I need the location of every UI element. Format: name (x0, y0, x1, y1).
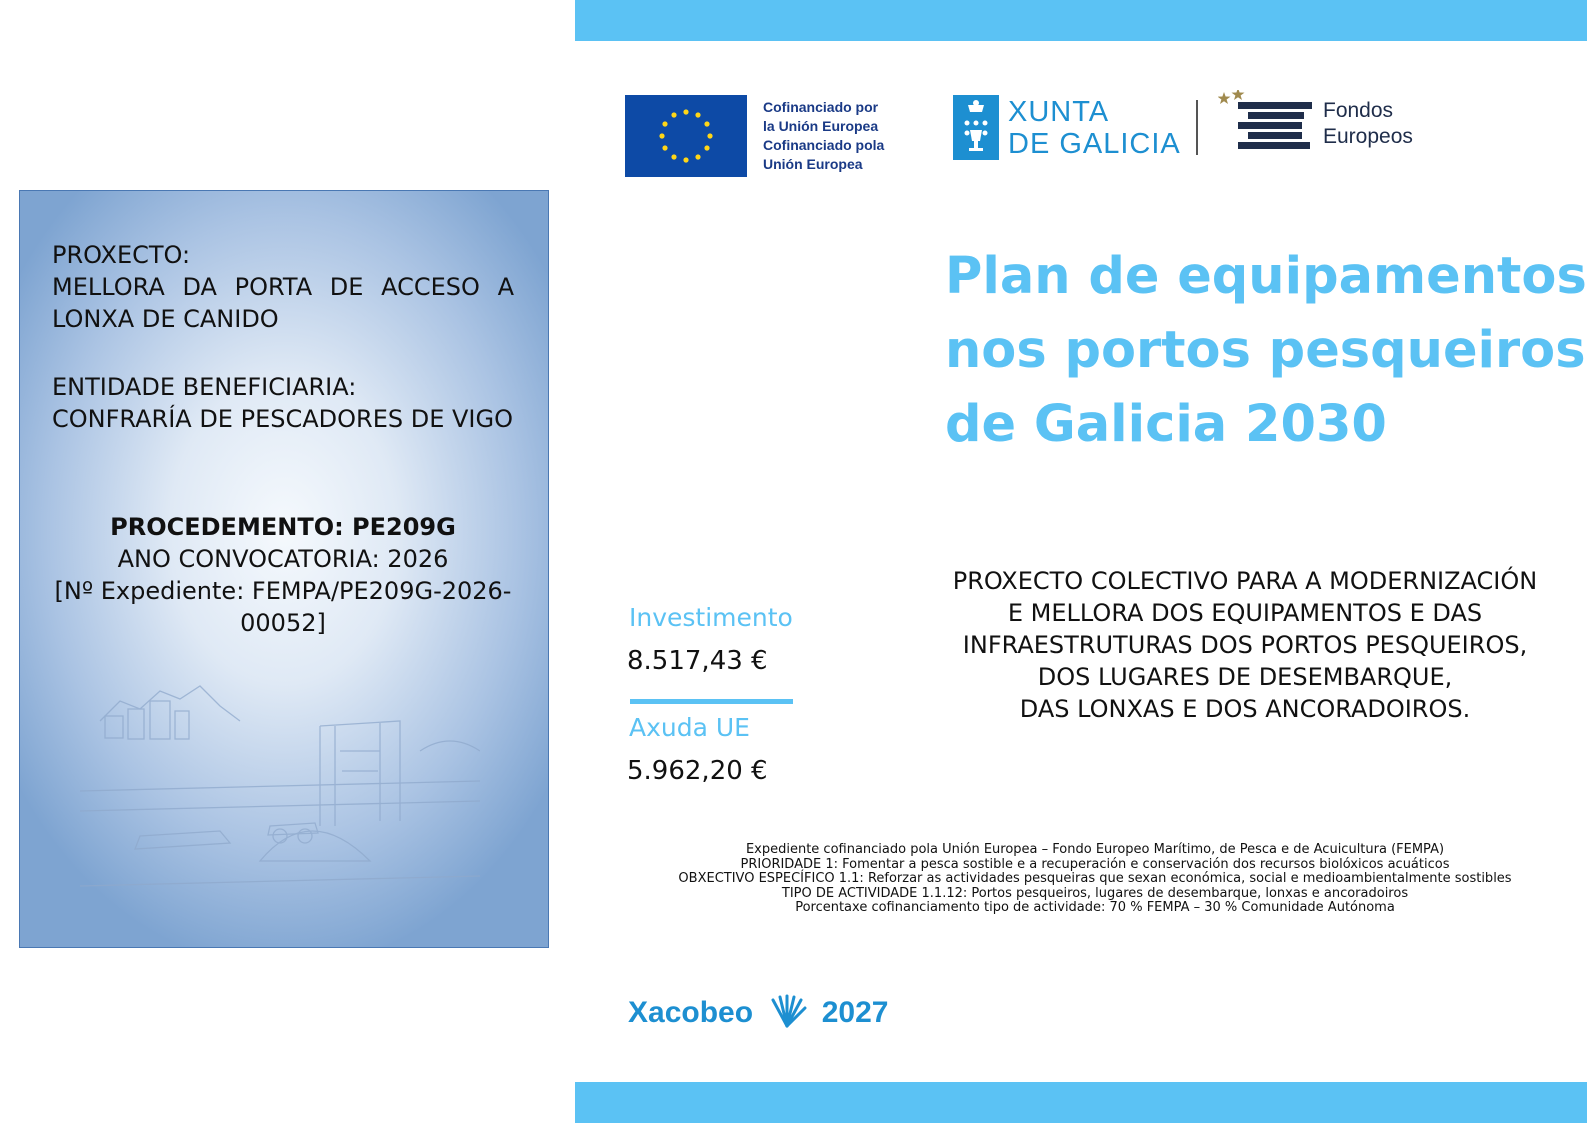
logo-divider (1196, 100, 1198, 155)
entidade-label: ENTIDADE BENEFICIARIA: (52, 373, 357, 401)
xunta-wordmark (1008, 96, 1181, 160)
legal-line-5: Porcentaxe cofinanciamento tipo de actividade: 70 % FEMPA – 30 % Comunidade Autónoma (795, 900, 1395, 915)
axuda-label: Axuda UE (629, 713, 750, 742)
description-line-3: INFRAESTRUTURAS DOS PORTOS PESQUEIROS, (962, 631, 1528, 659)
xunta-line-2: DE GALICIA (1008, 128, 1181, 160)
proxecto-label: PROXECTO: (52, 241, 191, 269)
axuda-value: 5.962,20 € (627, 756, 768, 786)
funding-separator (630, 699, 793, 704)
xacobeo-year: 2027 (821, 996, 889, 1029)
description-line-5: DAS LONXAS E DOS ANCORADOIROS. (1019, 695, 1471, 723)
description-line-1: PROXECTO COLECTIVO PARA A MODERNIZACIÓN (952, 567, 1538, 595)
entidade-value: CONFRARÍA DE PESCADORES DE VIGO (52, 405, 513, 433)
proxecto-name-line-1: MELLORA DA PORTA DE ACCESO A (52, 273, 514, 301)
eu-flag-logo (625, 95, 747, 177)
legal-line-1: Expediente cofinanciado pola Unión Europea – Fondo Europeo Marítimo, de Pesca e de Acuicultura (FEMPA) (745, 842, 1445, 857)
expediente-line-1: [Nº Expediente: FEMPA/PE209G-2026- (54, 577, 512, 605)
project-details (52, 239, 514, 435)
xacobeo-logo (628, 994, 888, 1030)
eu-text-line-1: Cofinanciado por (763, 99, 879, 115)
xunta-shield-icon (953, 95, 999, 160)
eu-text-line-2: la Unión Europea (763, 118, 879, 134)
scallop-shell-icon (767, 994, 807, 1028)
proxecto-name-line-2: LONXA DE CANIDO (52, 305, 279, 333)
legal-line-4: TIPO DE ACTIVIDADE 1.1.12: Portos pesqueiros, lugares de desembarque, lonxas e ancoradoiros (781, 885, 1409, 901)
bottom-accent-bar (575, 1082, 1587, 1123)
description-line-2: E MELLORA DOS EQUIPAMENTOS E DAS (1007, 599, 1483, 627)
procedure-block (46, 511, 520, 639)
top-accent-bar (575, 0, 1587, 41)
xacobeo-word: Xacobeo (628, 996, 754, 1029)
title-line-1: Plan de equipamentos (945, 247, 1587, 306)
expediente-line-2: 00052] (240, 609, 326, 637)
fondos-europeos-wordmark (1323, 98, 1413, 150)
eu-cofinancing-text (763, 98, 884, 174)
eu-text-line-3: Cofinanciado pola (763, 137, 885, 153)
plan-title (945, 240, 1587, 462)
title-line-2: nos portos pesqueiros (945, 321, 1586, 380)
legal-line-2: PRIORIDADE 1: Fomentar a pesca sostible e a recuperación e conservación dos recursos biolóxicos acuáticos (740, 856, 1450, 872)
title-line-3: de Galicia 2030 (945, 395, 1387, 454)
harbor-illustration (80, 661, 480, 911)
fondos-line-1: Fondos (1323, 99, 1394, 122)
ano-convocatoria: ANO CONVOCATORIA: 2026 (117, 545, 449, 573)
fondos-line-2: Europeos (1323, 125, 1413, 148)
eu-text-line-4: Unión Europea (763, 156, 863, 172)
fondos-europeos-icon (1218, 90, 1314, 154)
project-description (945, 565, 1545, 725)
xunta-line-1: XUNTA (1008, 96, 1110, 128)
procedemento: PROCEDEMENTO: PE209G (110, 513, 456, 541)
investimento-value: 8.517,43 € (627, 646, 768, 676)
description-line-4: DOS LUGARES DE DESEMBARQUE, (1037, 663, 1453, 691)
legal-notice (620, 843, 1570, 916)
project-info-panel (19, 190, 549, 948)
investimento-label: Investimento (629, 603, 793, 632)
legal-line-3: OBXECTIVO ESPECÍFICO 1.1: Reforzar as actividades pesqueiras que sexan económica, social e medioambientalmente sostibles (678, 871, 1512, 886)
